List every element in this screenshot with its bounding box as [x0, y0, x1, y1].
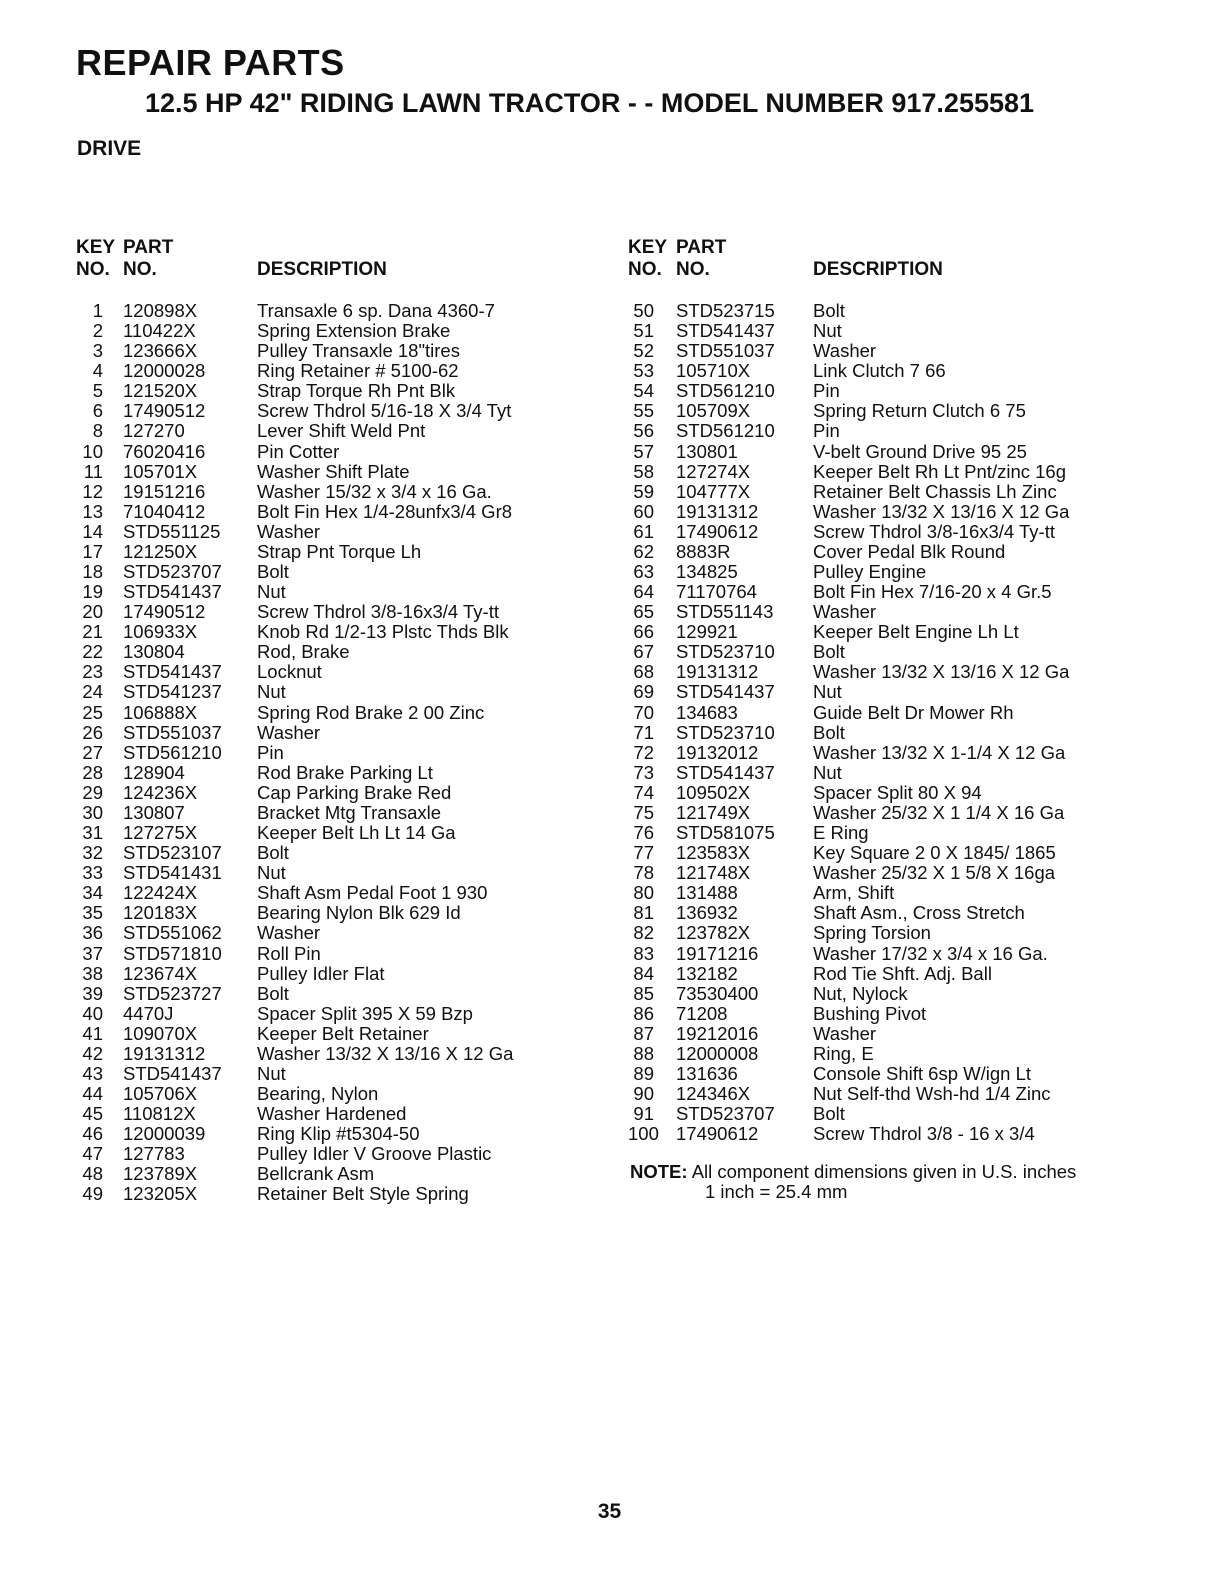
part-description: Transaxle 6 sp. Dana 4360-7 — [257, 300, 495, 321]
part-description: Washer 13/32 X 13/16 X 12 Ga — [257, 1042, 514, 1064]
part-description: Bolt — [257, 842, 289, 864]
part-description: Washer 17/32 x 3/4 x 16 Ga. — [813, 942, 1048, 964]
part-number: 124236X — [123, 781, 198, 803]
part-number: 134683 — [676, 701, 738, 723]
key-number: 43 — [82, 1062, 103, 1084]
part-number: 105709X — [676, 400, 751, 422]
part-description: Bolt Fin Hex 1/4-28unfx3/4 Gr8 — [257, 500, 513, 522]
part-number: 121748X — [676, 862, 751, 884]
key-number: 68 — [633, 661, 654, 683]
part-number: 123205X — [123, 1183, 198, 1205]
key-number: 20 — [82, 601, 103, 623]
part-description: Bellcrank Asm — [257, 1163, 375, 1185]
part-number: 106933X — [123, 621, 198, 643]
key-number: 67 — [633, 641, 654, 663]
part-description: Nut, Nylock — [813, 982, 908, 1004]
part-description: Nut — [257, 681, 286, 703]
part-description: Nut — [813, 681, 842, 703]
part-description: Keeper Belt Retainer — [257, 1022, 429, 1044]
part-description: Retainer Belt Style Spring — [257, 1183, 469, 1205]
key-number: 62 — [633, 540, 654, 562]
part-description: Shaft Asm Pedal Foot 1 930 — [257, 882, 488, 904]
key-number: 88 — [633, 1042, 654, 1064]
key-number: 44 — [82, 1083, 103, 1105]
dimension-note — [630, 1162, 1076, 1202]
key-number: 36 — [82, 922, 103, 944]
part-number: 123583X — [676, 842, 751, 864]
part-number: 73530400 — [676, 982, 759, 1004]
part-number: 12000039 — [123, 1123, 206, 1145]
key-number: 78 — [633, 862, 654, 884]
key-number: 49 — [82, 1183, 103, 1205]
part-number: 71040412 — [123, 500, 206, 522]
part-number: 71170764 — [676, 581, 757, 603]
part-number: STD541437 — [123, 581, 222, 603]
part-description: Screw Thdrol 3/8 - 16 x 3/4 — [813, 1123, 1035, 1145]
part-header-line2: NO. — [676, 259, 710, 280]
part-description: Key Square 2 0 X 1845/ 1865 — [813, 842, 1056, 864]
key-number: 90 — [633, 1083, 654, 1105]
part-number: 17490512 — [123, 601, 206, 623]
key-number: 51 — [633, 320, 654, 342]
part-number: 130807 — [123, 801, 185, 823]
key-number: 40 — [82, 1002, 103, 1024]
key-number: 27 — [82, 741, 103, 763]
part-description: Washer 25/32 X 1 5/8 X 16ga — [813, 862, 1056, 884]
key-number: 32 — [82, 842, 103, 864]
part-number: STD541437 — [123, 1062, 222, 1084]
part-number: 109502X — [676, 781, 751, 803]
key-number: 55 — [633, 400, 654, 422]
part-description: Arm, Shift — [813, 882, 895, 904]
part-description: Strap Torque Rh Pnt Blk — [257, 380, 456, 402]
part-description: Washer — [813, 1022, 877, 1044]
key-number: 21 — [82, 621, 103, 643]
key-number: 66 — [633, 621, 654, 643]
key-header-line1: KEY — [76, 237, 116, 258]
key-number: 64 — [633, 581, 654, 603]
key-number: 52 — [633, 340, 654, 362]
key-number: 72 — [633, 741, 654, 763]
key-number: 75 — [633, 801, 654, 823]
note-label: NOTE: — [630, 1161, 688, 1182]
part-number: 19171216 — [676, 942, 759, 964]
part-number: 130801 — [676, 440, 738, 462]
part-number: 12000028 — [123, 360, 206, 382]
key-number: 61 — [633, 520, 654, 542]
key-number: 83 — [633, 942, 654, 964]
part-number: 127274X — [676, 460, 751, 482]
part-number: STD561210 — [676, 420, 775, 442]
part-number: 128904 — [123, 761, 185, 783]
part-description: Rod Tie Shft. Adj. Ball — [813, 962, 992, 984]
description-header: DESCRIPTION — [257, 259, 387, 280]
part-number: 19131312 — [123, 1042, 206, 1064]
part-number: STD541431 — [123, 862, 222, 884]
page-title: REPAIR PARTS — [76, 42, 345, 83]
part-description: Nut — [257, 862, 286, 884]
part-description: Bolt — [813, 641, 845, 663]
part-description: Guide Belt Dr Mower Rh — [813, 701, 1014, 723]
part-description: Keeper Belt Engine Lh Lt — [813, 621, 1019, 643]
key-number: 1 — [92, 300, 103, 321]
part-description: Washer 13/32 X 13/16 X 12 Ga — [813, 500, 1070, 522]
key-number: 50 — [633, 300, 654, 321]
key-number: 74 — [633, 781, 654, 803]
part-description: Screw Thdrol 3/8-16x3/4 Ty-tt — [257, 601, 499, 623]
key-number: 70 — [633, 701, 654, 723]
part-number: STD523710 — [676, 721, 775, 743]
part-number: 17490612 — [676, 1123, 759, 1145]
part-number: 131636 — [676, 1062, 738, 1084]
part-header-line2: NO. — [123, 259, 157, 280]
key-number: 5 — [92, 380, 103, 402]
part-description: Washer — [813, 601, 877, 623]
part-description: Roll Pin — [257, 942, 321, 964]
part-number: STD551062 — [123, 922, 222, 944]
part-number: 76020416 — [123, 440, 206, 462]
part-number: 109070X — [123, 1022, 198, 1044]
part-description: Pin — [813, 380, 840, 402]
part-number: 19132012 — [676, 741, 759, 763]
part-number: STD571810 — [123, 942, 222, 964]
part-description: Washer — [257, 520, 321, 542]
part-number: 8883R — [676, 540, 731, 562]
part-number: 19212016 — [676, 1022, 759, 1044]
key-number: 47 — [82, 1143, 103, 1165]
key-number: 3 — [92, 340, 103, 362]
part-number: 17490512 — [123, 400, 206, 422]
part-description: Keeper Belt Rh Lt Pnt/zinc 16g — [813, 460, 1066, 482]
part-number: 122424X — [123, 882, 198, 904]
part-description: Nut — [813, 320, 842, 342]
part-description: Spring Extension Brake — [257, 320, 451, 342]
part-number: 105706X — [123, 1083, 198, 1105]
part-number: 110422X — [123, 320, 196, 342]
part-description: Washer — [813, 340, 877, 362]
part-description: Spring Torsion — [813, 922, 931, 944]
key-number: 59 — [633, 480, 654, 502]
part-number: STD581075 — [676, 822, 775, 844]
part-description: Pulley Idler Flat — [257, 962, 385, 984]
key-number: 35 — [82, 902, 103, 924]
part-header-line1: PART — [123, 237, 174, 258]
key-number: 42 — [82, 1042, 103, 1064]
part-description: Keeper Belt Lh Lt 14 Ga — [257, 822, 456, 844]
part-number: 123674X — [123, 962, 198, 984]
part-description: Pulley Engine — [813, 561, 927, 583]
key-number: 84 — [633, 962, 654, 984]
key-number: 54 — [633, 380, 654, 402]
key-header-line2: NO. — [76, 259, 110, 280]
key-number: 26 — [82, 721, 103, 743]
key-number: 8 — [92, 420, 103, 442]
part-number: STD523727 — [123, 982, 222, 1004]
key-number: 28 — [82, 761, 103, 783]
key-number: 31 — [82, 822, 103, 844]
part-description: Screw Thdrol 5/16-18 X 3/4 Tyt — [257, 400, 512, 422]
page-number: 35 — [597, 1500, 622, 1523]
part-description: Spring Return Clutch 6 75 — [813, 400, 1026, 422]
key-number: 37 — [82, 942, 103, 964]
part-number: STD523707 — [676, 1103, 775, 1125]
part-description: Bracket Mtg Transaxle — [257, 801, 442, 823]
key-number: 57 — [633, 440, 654, 462]
part-description: Cap Parking Brake Red — [257, 781, 452, 803]
part-description: Spring Rod Brake 2 00 Zinc — [257, 701, 485, 723]
part-number: 129921 — [676, 621, 738, 643]
part-description: Pulley Idler V Groove Plastic — [257, 1143, 492, 1165]
part-description: Bushing Pivot — [813, 1002, 927, 1024]
key-header-line2: NO. — [628, 259, 662, 280]
part-number: STD561210 — [676, 380, 775, 402]
part-description: Washer 15/32 x 3/4 x 16 Ga. — [257, 480, 492, 502]
key-number: 12 — [82, 480, 103, 502]
part-number: STD541437 — [676, 761, 775, 783]
part-number: 132182 — [676, 962, 738, 984]
part-number: STD523707 — [123, 561, 222, 583]
key-number: 6 — [92, 400, 103, 422]
part-number: 134825 — [676, 561, 738, 583]
part-number: 110812X — [123, 1103, 196, 1125]
part-description: Pulley Transaxle 18"tires — [257, 340, 460, 362]
note-conversion: 1 inch = 25.4 mm — [705, 1181, 848, 1202]
part-number: STD541237 — [123, 681, 222, 703]
key-number: 45 — [82, 1103, 103, 1125]
part-number: 106888X — [123, 701, 198, 723]
part-description: Spacer Split 80 X 94 — [813, 781, 982, 803]
part-number: STD523715 — [676, 300, 775, 321]
key-number: 65 — [633, 601, 654, 623]
key-number: 4 — [92, 360, 103, 382]
part-number: STD551037 — [676, 340, 775, 362]
part-number: 19131312 — [676, 500, 759, 522]
key-number: 77 — [633, 842, 654, 864]
part-description: Pin Cotter — [257, 440, 340, 462]
key-number: 60 — [633, 500, 654, 522]
key-number: 24 — [82, 681, 103, 703]
part-description: Washer 13/32 X 13/16 X 12 Ga — [813, 661, 1070, 683]
key-header-line1: KEY — [628, 237, 668, 258]
part-description: Washer 25/32 X 1 1/4 X 16 Ga — [813, 801, 1065, 823]
part-description: Screw Thdrol 3/8-16x3/4 Ty-tt — [813, 520, 1055, 542]
part-description: Nut — [257, 581, 286, 603]
key-number: 46 — [82, 1123, 103, 1145]
key-number: 85 — [633, 982, 654, 1004]
part-description: Console Shift 6sp W/ign Lt — [813, 1062, 1031, 1084]
key-number: 18 — [82, 561, 103, 583]
part-description: Pin — [257, 741, 284, 763]
part-description: E Ring — [813, 822, 869, 844]
model-subtitle: 12.5 HP 42" RIDING LAWN TRACTOR - - MODEL NUMBER 917.255581 — [145, 88, 1035, 118]
key-number: 86 — [633, 1002, 654, 1024]
part-number: 123666X — [123, 340, 198, 362]
part-header-line1: PART — [676, 237, 727, 258]
part-number: STD551143 — [676, 601, 774, 623]
key-number: 63 — [633, 561, 654, 583]
part-description: Ring Klip #t5304-50 — [257, 1123, 420, 1145]
part-description: Bolt — [257, 561, 289, 583]
part-number: STD551037 — [123, 721, 222, 743]
part-description: Washer — [257, 922, 321, 944]
part-number: STD523107 — [123, 842, 222, 864]
part-description: Bolt — [813, 300, 845, 321]
part-number: 121520X — [123, 380, 198, 402]
part-description: Nut — [813, 761, 842, 783]
part-description: Bearing, Nylon — [257, 1083, 379, 1105]
part-number: 127275X — [123, 822, 198, 844]
part-number: 12000008 — [676, 1042, 759, 1064]
part-number: 127783 — [123, 1143, 185, 1165]
part-number: 124346X — [676, 1083, 751, 1105]
part-number: 130804 — [123, 641, 185, 663]
part-number: 123782X — [676, 922, 751, 944]
part-description: Strap Pnt Torque Lh — [257, 540, 422, 562]
part-number: 127270 — [123, 420, 185, 442]
part-description: Bolt — [257, 982, 289, 1004]
part-description: Bolt Fin Hex 7/16-20 x 4 Gr.5 — [813, 581, 1052, 603]
part-description: Bearing Nylon Blk 629 Id — [257, 902, 461, 924]
key-number: 13 — [82, 500, 103, 522]
part-number: 19151216 — [123, 480, 206, 502]
part-description: Pin — [813, 420, 840, 442]
key-number: 53 — [633, 360, 654, 382]
part-description: Washer 13/32 X 1-1/4 X 12 Ga — [813, 741, 1066, 763]
key-number: 91 — [633, 1103, 654, 1125]
part-number: 131488 — [676, 882, 738, 904]
part-description: Link Clutch 7 66 — [813, 360, 946, 382]
key-number: 39 — [82, 982, 103, 1004]
part-description: Ring, E — [813, 1042, 874, 1064]
part-number: STD541437 — [676, 681, 775, 703]
part-description: Lever Shift Weld Pnt — [257, 420, 426, 442]
key-number: 19 — [82, 581, 103, 603]
key-number: 22 — [82, 641, 103, 663]
part-number: 105701X — [123, 460, 198, 482]
part-number: 105710X — [676, 360, 751, 382]
key-number: 71 — [633, 721, 654, 743]
part-number: 121250X — [123, 540, 198, 562]
key-number: 100 — [628, 1123, 659, 1145]
key-number: 81 — [633, 902, 654, 924]
part-description: Nut Self-thd Wsh-hd 1/4 Zinc — [813, 1083, 1051, 1105]
part-number: STD541437 — [676, 320, 775, 342]
part-number: 17490612 — [676, 520, 759, 542]
section-heading: DRIVE — [77, 137, 142, 160]
description-header: DESCRIPTION — [813, 259, 943, 280]
part-number: STD561210 — [123, 741, 222, 763]
note-text: All component dimensions given in U.S. inches — [691, 1161, 1077, 1182]
key-number: 89 — [633, 1062, 654, 1084]
key-number: 25 — [82, 701, 103, 723]
key-number: 48 — [82, 1163, 103, 1185]
part-description: Spacer Split 395 X 59 Bzp — [257, 1002, 473, 1024]
key-number: 41 — [82, 1022, 103, 1044]
key-number: 80 — [633, 882, 654, 904]
part-number: 136932 — [676, 902, 738, 924]
part-number: 71208 — [676, 1002, 728, 1024]
key-number: 30 — [82, 801, 103, 823]
part-number: STD551125 — [123, 520, 221, 542]
key-number: 38 — [82, 962, 103, 984]
part-number: STD523710 — [676, 641, 775, 663]
key-number: 87 — [633, 1022, 654, 1044]
part-description: Shaft Asm., Cross Stretch — [813, 902, 1025, 924]
key-number: 29 — [82, 781, 103, 803]
part-number: STD541437 — [123, 661, 222, 683]
part-description: Rod Brake Parking Lt — [257, 761, 433, 783]
part-description: Washer Hardened — [257, 1103, 407, 1125]
key-number: 69 — [633, 681, 654, 703]
key-number: 2 — [92, 320, 103, 342]
key-number: 14 — [82, 520, 103, 542]
part-description: Bolt — [813, 1103, 845, 1125]
part-number: 120183X — [123, 902, 198, 924]
part-description: Nut — [257, 1062, 286, 1084]
part-description: Retainer Belt Chassis Lh Zinc — [813, 480, 1057, 502]
part-number: 4470J — [123, 1002, 174, 1024]
part-number: 19131312 — [676, 661, 759, 683]
part-description: Ring Retainer # 5100-62 — [257, 360, 459, 382]
key-number: 82 — [633, 922, 654, 944]
part-number: 104777X — [676, 480, 751, 502]
key-number: 17 — [82, 540, 103, 562]
key-number: 56 — [633, 420, 654, 442]
key-number: 76 — [633, 822, 654, 844]
key-number: 33 — [82, 862, 103, 884]
key-number: 11 — [83, 460, 103, 482]
part-description: Knob Rd 1/2-13 Plstc Thds Blk — [257, 621, 509, 643]
key-number: 73 — [633, 761, 654, 783]
part-description: Locknut — [257, 661, 322, 683]
key-number: 10 — [82, 440, 103, 462]
part-description: Washer — [257, 721, 321, 743]
part-number: 123789X — [123, 1163, 198, 1185]
part-number: 121749X — [676, 801, 751, 823]
part-description: Cover Pedal Blk Round — [813, 540, 1006, 562]
part-description: Washer Shift Plate — [257, 460, 410, 482]
key-number: 58 — [633, 460, 654, 482]
part-description: V-belt Ground Drive 95 25 — [813, 440, 1027, 462]
key-number: 34 — [82, 882, 103, 904]
part-description: Rod, Brake — [257, 641, 350, 663]
key-number: 23 — [82, 661, 103, 683]
part-number: 120898X — [123, 300, 198, 321]
part-description: Bolt — [813, 721, 845, 743]
